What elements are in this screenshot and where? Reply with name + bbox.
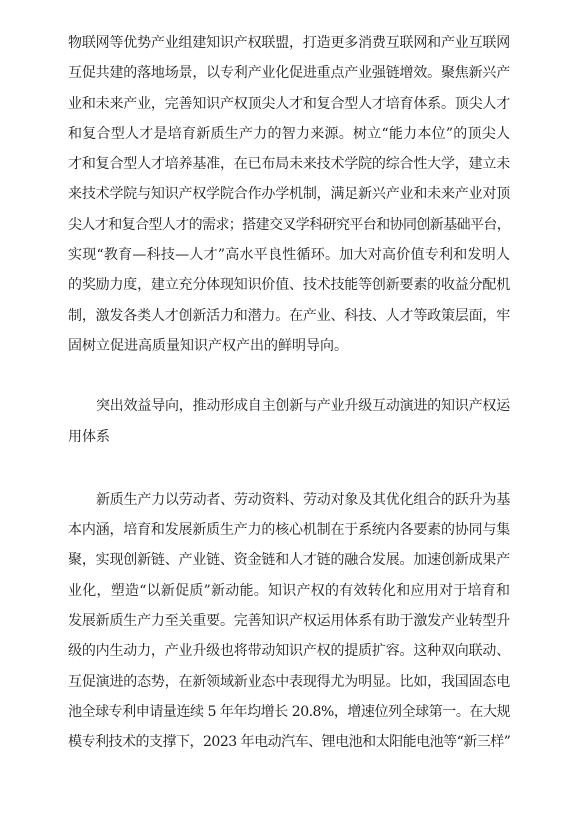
paragraph-spacer — [68, 361, 510, 391]
paragraph-line: 物联网等优势产业组建知识产权联盟，打造更多消费互联网和产业互联网 — [68, 35, 510, 51]
paragraph-line: 发展新质生产力至关重要。完善知识产权运用体系有助于激发产业转型升 — [68, 613, 510, 630]
paragraph-line: 来技术学院与知识产权学院合作办学机制，满足新兴产业和未来产业对顶 — [68, 186, 510, 203]
paragraph-line: 池全球专利申请量连续 5 年年均增长 20.8%，增速位列全球第一。在大规 — [68, 703, 510, 720]
paragraph-line: 新质生产力以劳动者、劳动资料、劳动对象及其优化组合的跃升为基 — [96, 491, 510, 508]
paragraph-line: 级的内生动力，产业升级也将带动知识产权的提质扩容。这种双向联动、 — [68, 643, 510, 660]
heading-line: 用体系 — [68, 428, 110, 445]
paragraph-line: 业化，塑造“以新促质”新动能。知识产权的有效转化和应用对于培育和 — [68, 582, 510, 599]
paragraph-2 — [68, 485, 510, 758]
paragraph-line: 聚，实现创新链、产业链、资金链和人才链的融合发展。加速创新成果产 — [68, 552, 510, 569]
paragraph-line: 互促演进的态势，在新领域新业态中表现得尤为明显。比如，我国固态电 — [68, 673, 510, 690]
paragraph-line: 实现“教育—科技—人才”高水平良性循环。加大对高价值专利和发明人 — [68, 247, 510, 264]
paragraph-line: 业和未来产业，完善知识产权顶尖人才和复合型人才培育体系。顶尖人才 — [68, 95, 510, 112]
paragraph-line: 互促共建的落地场景，以专利产业化促进重点产业强链增效。聚焦新兴产 — [68, 65, 510, 82]
paragraph-line: 制，激发各类人才创新活力和潜力。在产业、科技、人才等政策层面，牢 — [68, 307, 510, 324]
heading-line: 突出效益导向，推动形成自主创新与产业升级互动演进的知识产权运 — [96, 398, 510, 415]
paragraph-1 — [68, 28, 510, 361]
section-heading — [68, 391, 510, 452]
paragraph-line: 尖人才和复合型人才的需求；搭建交叉学科研究平台和协同创新基础平台， — [68, 216, 511, 233]
paragraph-line: 才和复合型人才培养基准，在已布局未来技术学院的综合性大学，建立未 — [68, 156, 510, 173]
paragraph-line: 固树立促进高质量知识产权产出的鲜明导向。 — [68, 337, 348, 354]
paragraph-line: 和复合型人才是培育新质生产力的智力来源。树立“能力本位”的顶尖人 — [68, 125, 510, 142]
paragraph-spacer — [68, 452, 510, 485]
paragraph-line: 本内涵，培育和发展新质生产力的核心机制在于系统内各要素的协同与集 — [68, 522, 510, 539]
paragraph-line: 模专利技术的支撑下，2023 年电动汽车、锂电池和太阳能电池等“新三样” — [68, 734, 511, 751]
document-page — [68, 28, 510, 758]
paragraph-line: 的奖励力度，建立充分体现知识价值、技术技能等创新要素的收益分配机 — [68, 277, 510, 294]
